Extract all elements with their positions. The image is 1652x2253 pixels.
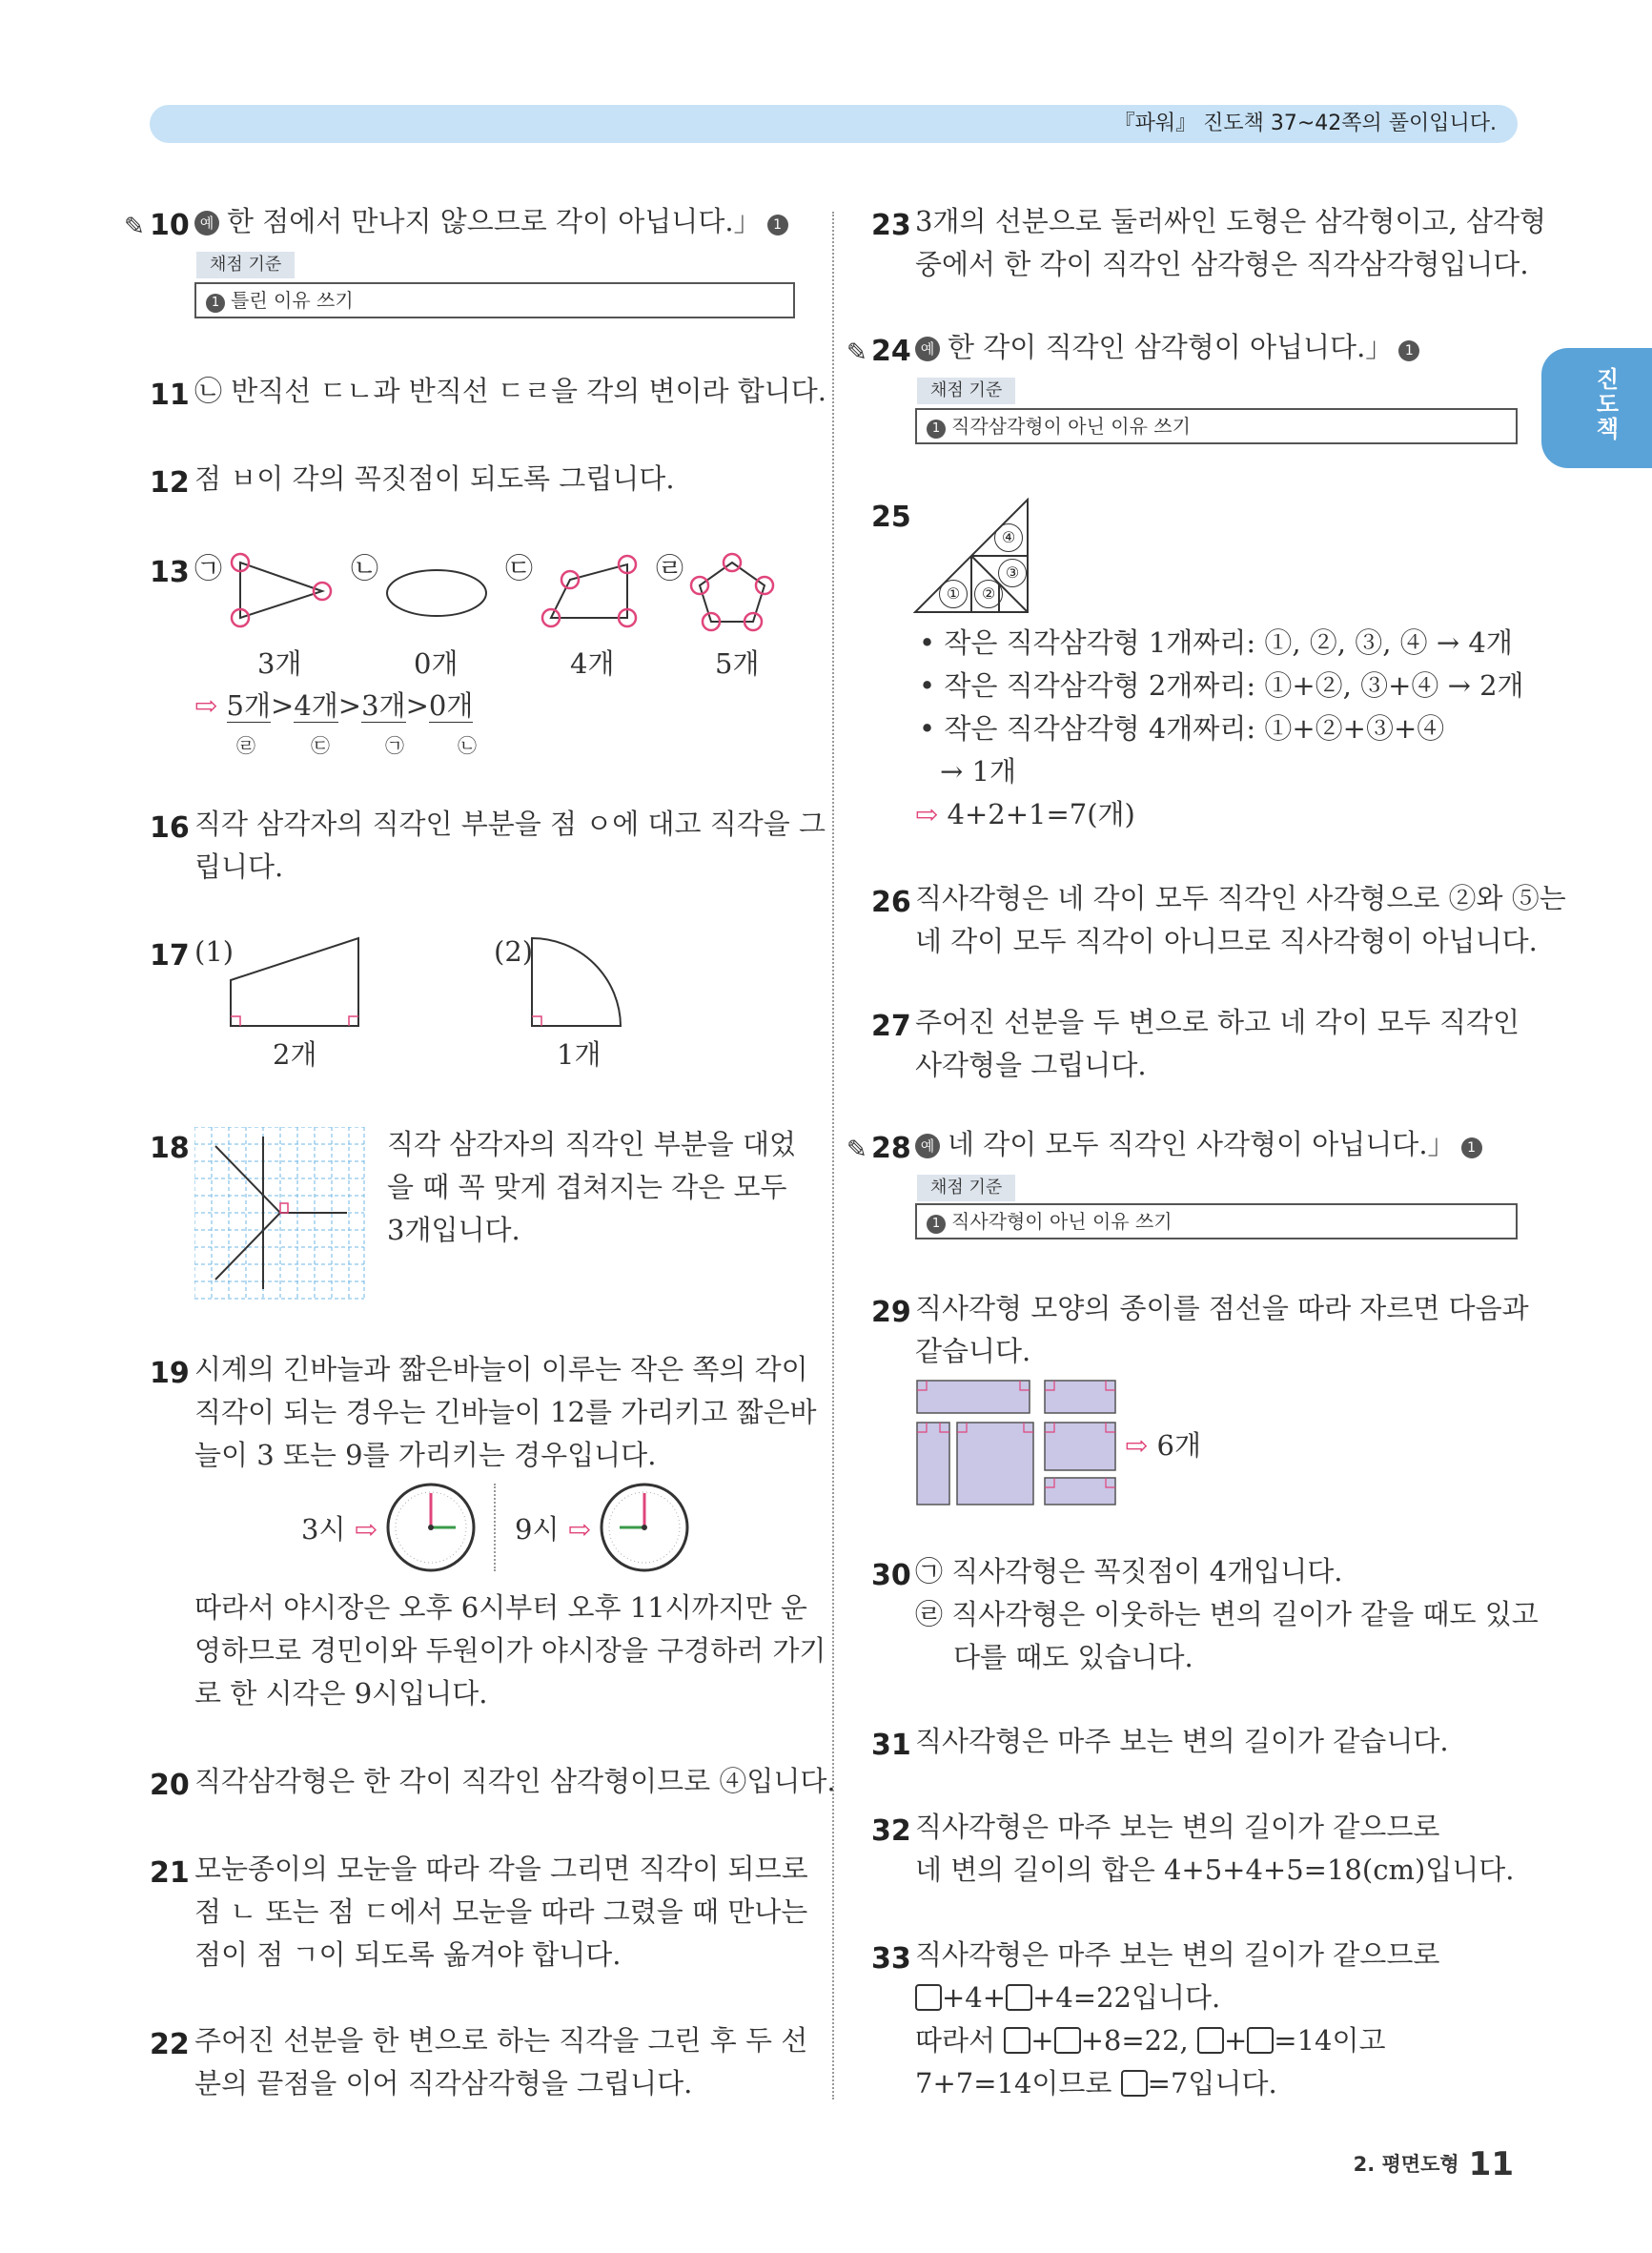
q33-line4 (915, 2062, 1277, 2105)
q30-line2: ㉣ 직사각형은 이웃하는 변의 길이가 같을 때도 있고 (915, 1598, 1539, 1630)
q21-line1: 모눈종이의 모눈을 따라 각을 그리면 직각이 되므로 (194, 1853, 808, 1885)
q13-ellipse (387, 570, 486, 616)
blank-box (915, 1984, 942, 2011)
q33-l4b: =7입니다. (1147, 2067, 1277, 2099)
criteria-box (915, 1203, 1518, 1239)
result-arrow-icon: ⇨ (194, 689, 218, 722)
q26-line2: 네 각이 모두 직각이 아니므로 직사각형이 아닙니다. (915, 925, 1538, 957)
q22-line1: 주어진 선분을 한 변으로 하는 직각을 그린 후 두 선 (194, 2024, 808, 2057)
q23-number: 23 (871, 209, 911, 242)
q33-number: 33 (871, 1942, 911, 1976)
page-header-banner (150, 105, 1518, 143)
q12-text: 점 ㅂ이 각의 꼭짓점이 되도록 그립니다. (194, 462, 675, 495)
q20-number: 20 (150, 1769, 190, 1802)
q31-number: 31 (871, 1729, 911, 1762)
q10-answer (194, 200, 788, 243)
q16-line1: 직각 삼각자의 직각인 부분을 점 ㅇ에 대고 직각을 그 (194, 808, 826, 840)
q18-line1: 직각 삼각자의 직각인 부분을 대었 (387, 1128, 797, 1160)
q18-line2: 을 때 꼭 맞게 겹쳐지는 각은 모두 (387, 1171, 787, 1203)
q13-triangle (240, 563, 322, 618)
q13-order-label-1: ㉣ (236, 734, 255, 757)
criteria-box (194, 282, 795, 318)
q18-number: 18 (150, 1132, 190, 1165)
q19-clock1-label (301, 1508, 377, 1551)
q19-line3: 늘이 3 또는 9를 가리키는 경우입니다. (194, 1439, 657, 1471)
q23-line2: 중에서 한 각이 직각인 삼각형은 직각삼각형입니다. (915, 248, 1529, 280)
blank-box (1121, 2070, 1148, 2097)
q25-region-3: ③ (998, 559, 1027, 587)
q11-text: ㉡ 반직선 ㄷㄴ과 반직선 ㄷㄹ을 각의 변이라 합니다. (194, 375, 827, 407)
q25-region-1: ① (939, 580, 968, 608)
page-number: 11 (1468, 2145, 1514, 2183)
q17-part1: (1) (194, 935, 235, 968)
clock2-time: 9시 (515, 1513, 560, 1546)
q27-number: 27 (871, 1010, 911, 1043)
q25-result (915, 793, 1135, 836)
q25-bullet3: • 작은 직각삼각형 4개짜리: ①+②+③+④ (919, 712, 1445, 745)
q20-text: 직각삼각형은 한 각이 직각인 삼각형이므로 ④입니다. (194, 1765, 836, 1797)
q27-line1: 주어진 선분을 두 변으로 하고 네 각이 모두 직각인 (915, 1006, 1520, 1038)
criteria-label: 채점 기준 (917, 1175, 1015, 1201)
q12-number: 12 (150, 466, 190, 500)
q25-bullet2: • 작은 직각삼각형 2개짜리: ①+②, ③+④ → 2개 (919, 669, 1524, 702)
q13-count-a: 3개 (257, 647, 302, 680)
q33-l3e: =14이고 (1274, 2024, 1386, 2057)
q19-number: 19 (150, 1357, 190, 1390)
pencil-icon: ✎ (124, 213, 145, 241)
q28-text: 네 각이 모두 직각인 사각형이 아닙니다.」 (948, 1128, 1456, 1160)
q33-l2a: +4+ (942, 1981, 1007, 2014)
q28-number: 28 (871, 1132, 911, 1165)
q25-number: 25 (871, 501, 911, 534)
q13-count-c: 4개 (570, 647, 615, 680)
q13-number: 13 (150, 556, 190, 589)
q28-answer (915, 1123, 1482, 1166)
q26-number: 26 (871, 886, 911, 919)
q30-number: 30 (871, 1559, 911, 1592)
footer-section: 2. 평면도형 (1353, 2153, 1459, 2176)
page-footer (1354, 2143, 1514, 2187)
example-badge: 예 (194, 211, 219, 236)
q16-line2: 립니다. (194, 850, 284, 883)
q23-line1: 3개의 선분으로 둘러싸인 도형은 삼각형이고, 삼각형 (915, 205, 1547, 237)
q13-count-b: 0개 (414, 647, 459, 680)
q24-criteria: 직각삼각형이 아닌 이유 쓰기 (951, 415, 1191, 438)
q18-line3: 3개입니다. (387, 1214, 520, 1246)
criteria-mark: 1 (927, 1215, 946, 1234)
q22-number: 22 (150, 2028, 190, 2061)
blank-box (1054, 2027, 1081, 2054)
q13-mark-d: ㉣ (656, 552, 684, 584)
criteria-box (915, 408, 1518, 444)
q27-line2: 사각형을 그립니다. (915, 1049, 1147, 1081)
q29-line2: 같습니다. (915, 1335, 1031, 1367)
q26-line1: 직사각형은 네 각이 모두 직각인 사각형으로 ②와 ⑤는 (915, 882, 1566, 914)
q29-number: 29 (871, 1296, 911, 1329)
criteria-mark: 1 (767, 215, 788, 236)
q13-order-1: 5개 (226, 689, 271, 722)
q33-l3a: 따라서 (915, 2024, 1005, 2057)
blank-box (1197, 2027, 1224, 2054)
q33-l2b: +4=22입니다. (1032, 1981, 1221, 2014)
pencil-icon: ✎ (846, 338, 867, 367)
result-arrow-icon: ⇨ (1125, 1429, 1149, 1462)
q10-number: 10 (150, 209, 190, 242)
q13-mark-b: ㉡ (351, 552, 379, 584)
q13-quadrilateral (551, 564, 627, 618)
criteria-mark: 1 (1461, 1137, 1482, 1158)
q24-answer (915, 326, 1419, 369)
criteria-mark: 1 (927, 420, 946, 439)
q10-text: 한 점에서 만나지 않으므로 각이 아닙니다.」 (227, 205, 762, 237)
q29-result (1125, 1424, 1201, 1467)
q33-l3c: +8=22, (1080, 2024, 1197, 2057)
clock-3-icon (383, 1480, 479, 1575)
criteria-label: 채점 기준 (917, 378, 1015, 404)
gt-sign: > (271, 689, 295, 722)
q25-bullet1: • 작은 직각삼각형 1개짜리: ①, ②, ③, ④ → 4개 (919, 626, 1513, 659)
side-tab-label: 진도책 (1592, 367, 1619, 441)
q13-order-4: 0개 (428, 689, 474, 722)
blank-box (1006, 1984, 1032, 2011)
q33-l3b: + (1030, 2024, 1054, 2057)
q19-line1: 시계의 긴바늘과 짧은바늘이 이루는 작은 쪽의 각이 (194, 1353, 808, 1385)
criteria-mark: 1 (206, 294, 225, 313)
q33-line1: 직사각형은 마주 보는 변의 길이가 같으므로 (915, 1938, 1440, 1971)
side-tab[interactable] (1541, 348, 1652, 468)
q32-line2: 네 변의 길이의 합은 4+5+4+5=18(cm)입니다. (915, 1854, 1515, 1886)
q13-order-2: 4개 (294, 689, 338, 722)
q13-order-3: 3개 (361, 689, 406, 722)
q18-grid-figure (194, 1127, 366, 1301)
column-divider (832, 212, 834, 2099)
gt-sign: > (405, 689, 429, 722)
q17-part2: (2) (494, 935, 534, 968)
q33-line2 (915, 1976, 1220, 2019)
q21-line3: 점이 점 ㄱ이 되도록 옮겨야 합니다. (194, 1938, 622, 1971)
q17-count2: 1개 (557, 1038, 602, 1071)
clock-divider (494, 1484, 496, 1571)
clock1-time: 3시 (301, 1513, 346, 1546)
q13-order-label-2: ㉢ (311, 734, 330, 757)
q29-line1: 직사각형 모양의 종이를 점선을 따라 자르면 다음과 (915, 1292, 1529, 1324)
q13-mark-a: ㉠ (194, 552, 223, 584)
q19-line5: 영하므로 경민이와 두원이가 야시장을 구경하러 가기 (194, 1634, 826, 1667)
blank-box (1247, 2027, 1274, 2054)
q25-triangle-figure (913, 498, 1033, 616)
q32-line1: 직사각형은 마주 보는 변의 길이가 같으므로 (915, 1811, 1440, 1843)
q31-text: 직사각형은 마주 보는 변의 길이가 같습니다. (915, 1725, 1449, 1757)
q13-order (194, 685, 473, 727)
q25-region-4: ④ (994, 523, 1023, 552)
q32-number: 32 (871, 1814, 911, 1848)
q33-line3 (915, 2019, 1386, 2062)
q13-count-d: 5개 (715, 647, 760, 680)
q33-l4a: 7+7=14이므로 (915, 2067, 1121, 2099)
q16-number: 16 (150, 811, 190, 845)
header-text: 『파워』 진도책 37~42쪽의 풀이입니다. (1113, 112, 1497, 135)
q19-line2: 직각이 되는 경우는 긴바늘이 12를 가리키고 짧은바 (194, 1396, 817, 1428)
q29-result-text: 6개 (1156, 1429, 1201, 1462)
q19-line4: 따라서 야시장은 오후 6시부터 오후 11시까지만 운 (194, 1591, 807, 1624)
q25-result-text: 4+2+1=7(개) (947, 798, 1135, 830)
q19-line6: 로 한 시각은 9시입니다. (194, 1677, 488, 1710)
q28-criteria: 직사각형이 아닌 이유 쓰기 (951, 1210, 1173, 1233)
criteria-label: 채점 기준 (196, 252, 295, 278)
q13-mark-c: ㉢ (505, 552, 534, 584)
q11-number: 11 (150, 379, 190, 412)
q13-figures (219, 543, 810, 639)
q21-line2: 점 ㄴ 또는 점 ㄷ에서 모눈을 따라 그렸을 때 만나는 (194, 1895, 808, 1928)
q19-clock2-label (515, 1508, 591, 1551)
q33-l3d: + (1223, 2024, 1248, 2057)
q13-order-label-3: ㉠ (385, 734, 404, 757)
q30-line1: ㉠ 직사각형은 꼭짓점이 4개입니다. (915, 1555, 1343, 1587)
q17-figures (229, 934, 629, 1030)
q29-cut-pieces (915, 1379, 1125, 1508)
criteria-mark: 1 (1398, 340, 1419, 361)
arrow-icon: ⇨ (354, 1513, 377, 1546)
example-badge: 예 (915, 1134, 940, 1158)
q17-count1: 2개 (273, 1038, 317, 1071)
example-badge: 예 (915, 337, 940, 361)
q21-number: 21 (150, 1856, 190, 1890)
q10-criteria: 틀린 이유 쓰기 (231, 289, 354, 312)
pencil-icon: ✎ (846, 1136, 867, 1164)
arrow-icon: ⇨ (567, 1513, 591, 1546)
q13-order-label-4: ㉡ (458, 734, 477, 757)
q24-text: 한 각이 직각인 삼각형이 아닙니다.」 (948, 331, 1394, 363)
q17-number: 17 (150, 939, 190, 973)
result-arrow-icon: ⇨ (915, 798, 939, 830)
clock-9-icon (597, 1480, 692, 1575)
q24-number: 24 (871, 335, 911, 368)
blank-box (1004, 2027, 1030, 2054)
q25-region-2: ② (974, 580, 1003, 608)
q30-line3: 다를 때도 있습니다. (953, 1641, 1193, 1673)
q22-line2: 분의 끝점을 이어 직각삼각형을 그립니다. (194, 2067, 693, 2099)
q25-bullet3b: → 1개 (940, 755, 1016, 788)
gt-sign: > (337, 689, 362, 722)
